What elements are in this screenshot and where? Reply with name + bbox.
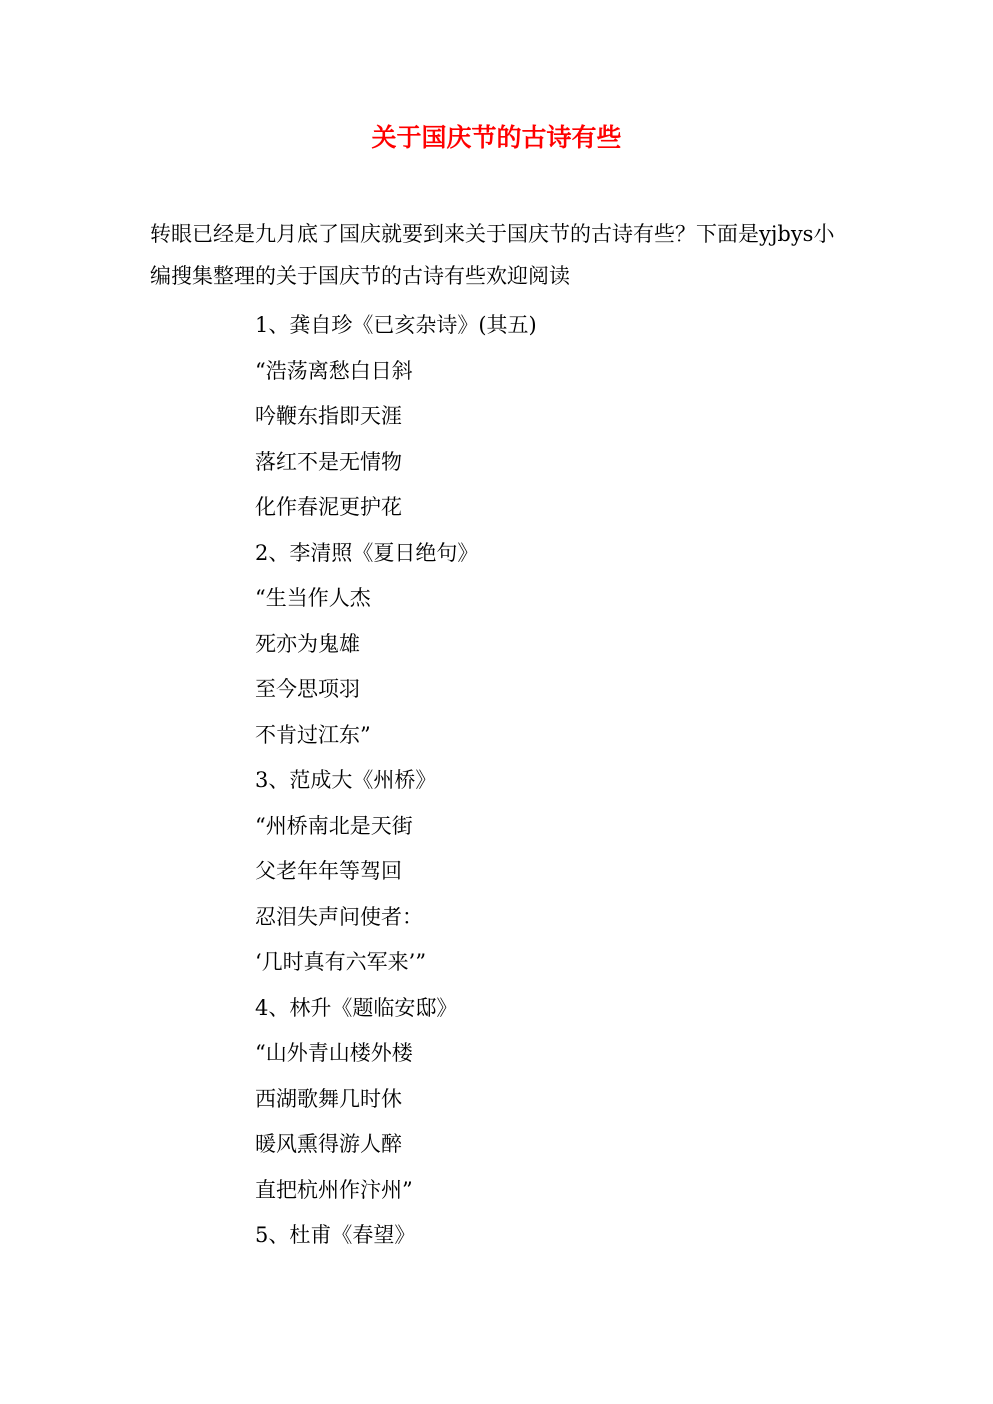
poem-heading: 3、范成大《州桥》 xyxy=(255,768,437,792)
poem-heading: 4、林升《题临安邸》 xyxy=(255,995,458,1020)
document-title: 关于国庆节的古诗有些 xyxy=(371,123,622,152)
poem-4 xyxy=(255,986,855,1214)
poem-heading: 1、龚自珍《已亥杂诗》(其五) xyxy=(255,313,537,337)
poem-line: ‘几时真有六军来’” xyxy=(255,950,427,974)
poem-line: 死亦为鬼雄 xyxy=(255,631,360,656)
poem-line: “州桥南北是天街 xyxy=(255,813,413,838)
poem-3 xyxy=(255,758,855,986)
poem-1 xyxy=(255,303,855,531)
poem-list xyxy=(255,303,855,1259)
poem-heading: 5、杜甫《春望》 xyxy=(255,1223,416,1247)
poem-line: “生当作人杰 xyxy=(255,586,371,610)
poem-line: 西湖歌舞几时休 xyxy=(255,1086,402,1111)
poem-2 xyxy=(255,531,855,759)
poem-line: “浩荡离愁白日斜 xyxy=(255,358,413,383)
poem-line: 不肯过江东” xyxy=(255,722,371,747)
poem-line: 暖风熏得游人醉 xyxy=(255,1132,402,1156)
poem-line: 父老年年等驾回 xyxy=(255,859,402,883)
poem-line: 落红不是无情物 xyxy=(255,449,402,474)
poem-line: 至今思项羽 xyxy=(255,677,360,701)
poem-line: 忍泪失声问使者： xyxy=(255,904,423,929)
poem-line: 吟鞭东指即天涯 xyxy=(255,404,402,428)
poem-5 xyxy=(255,1213,855,1259)
poem-line: 化作春泥更护花 xyxy=(255,495,402,519)
poem-line: “山外青山楼外楼 xyxy=(255,1041,413,1065)
poem-heading: 2、李清照《夏日绝句》 xyxy=(255,540,479,565)
intro-paragraph: 转眼已经是九月底了国庆就要到来关于国庆节的古诗有些？下面是yjbys小编搜集整理的关于国庆节的古诗有些欢迎阅读 xyxy=(150,222,835,288)
poem-line: 直把杭州作汴州” xyxy=(255,1177,413,1202)
